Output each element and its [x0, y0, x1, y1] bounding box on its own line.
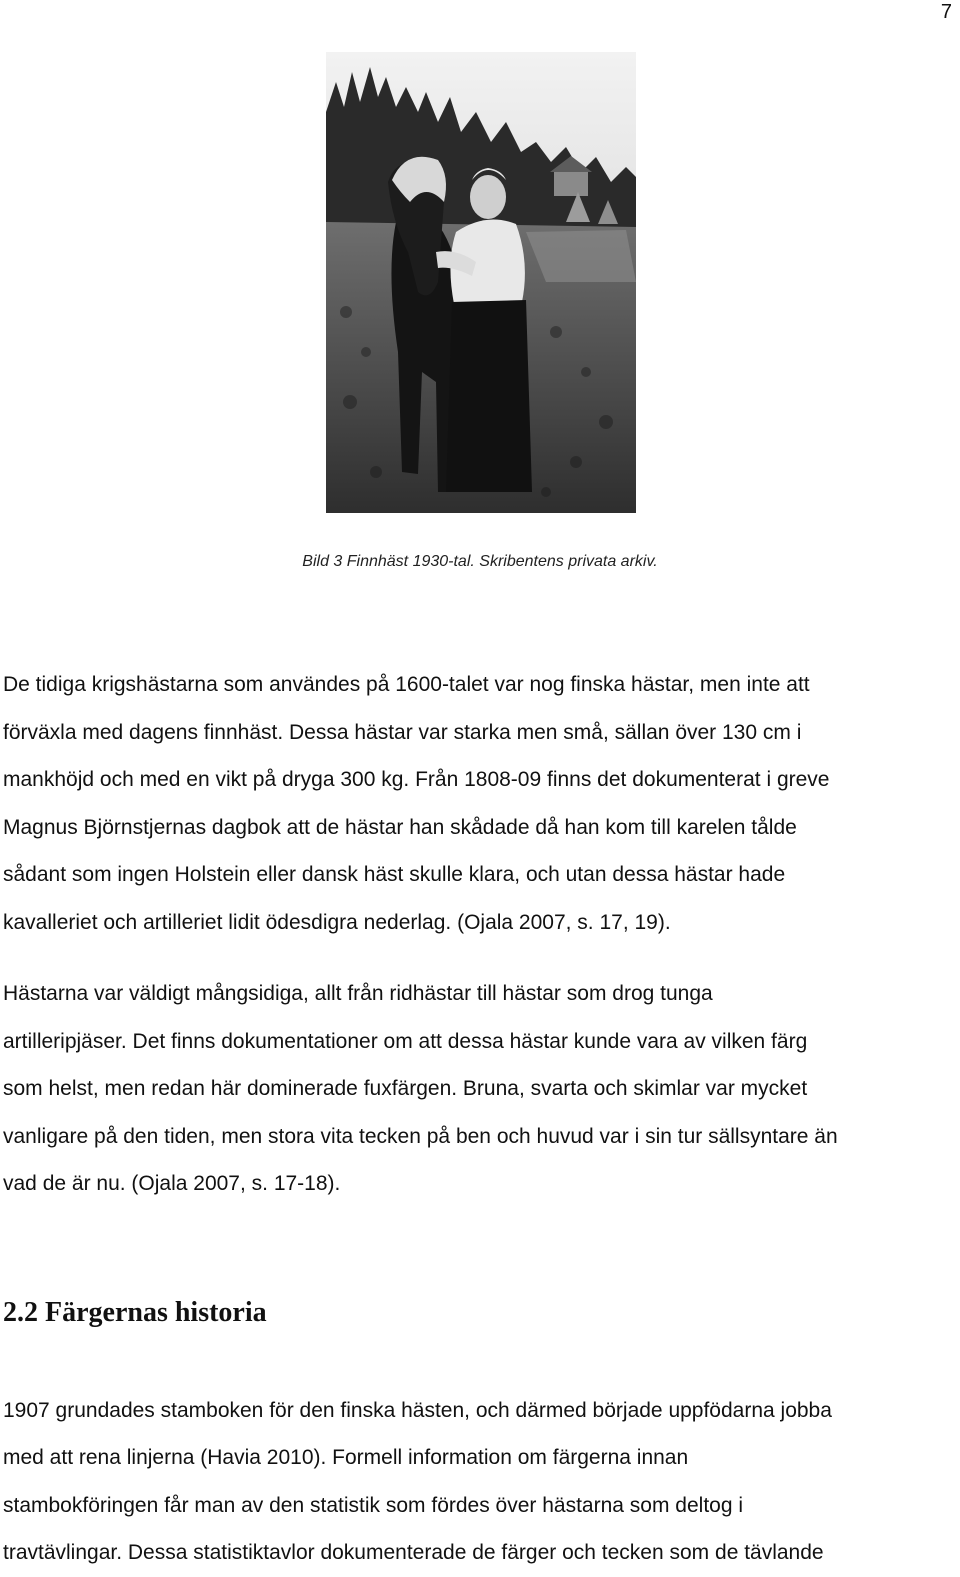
- body-paragraph: De tidiga krigshästarna som användes på 1600-talet var nog finska hästar, men inte att förväxla med dagens finnhäst. Dessa hästar var starka men små, sällan över 130 cm i mankhöjd och med en vikt på dryga 300 kg. Från 1808-09 finns det dokumenterat i greve Magnus Björnstjernas dagbok att de hästar han skådade då han kom till karelen tålde sådant som ingen Holstein eller dansk häst skulle klara, och utan dessa hästar hade kavalleriet och artilleriet lidit ödesdigra nederlag. (Ojala 2007, s. 17, 19).: [3, 673, 830, 934]
- historical-photo: [326, 52, 636, 513]
- photo-image: [326, 52, 636, 513]
- figure-caption: Bild 3 Finnhäst 1930-tal. Skribentens privata arkiv.: [302, 553, 658, 570]
- body-paragraph: Hästarna var väldigt mångsidiga, allt från ridhästar till hästar som drog tunga artilleripjäser. Det finns dokumentationer om att dessa hästar kunde vara av vilken färg som helst, men redan här dominerade fuxfärgen. Bruna, svarta och skimlar var mycket vanligare på den tiden, men stora vita tecken på ben och huvud var i sin tur sällsyntare än vad de är nu. (Ojala 2007, s. 17-18).: [3, 982, 838, 1196]
- section-paragraph: 1907 grundades stamboken för den finska hästen, och därmed började uppfödarna jobba med att rena linjerna (Havia 2010). Formell information om färgerna innan stambokföringen får man av den statistik som fördes över hästarna som deltog i travtävlingar. Dessa statistiktavlor dokumenterade de färger och tecken som de tävlande: [3, 1399, 832, 1565]
- section-heading: 2.2 Färgernas historia: [3, 1297, 267, 1328]
- page-number: 7: [940, 1, 952, 23]
